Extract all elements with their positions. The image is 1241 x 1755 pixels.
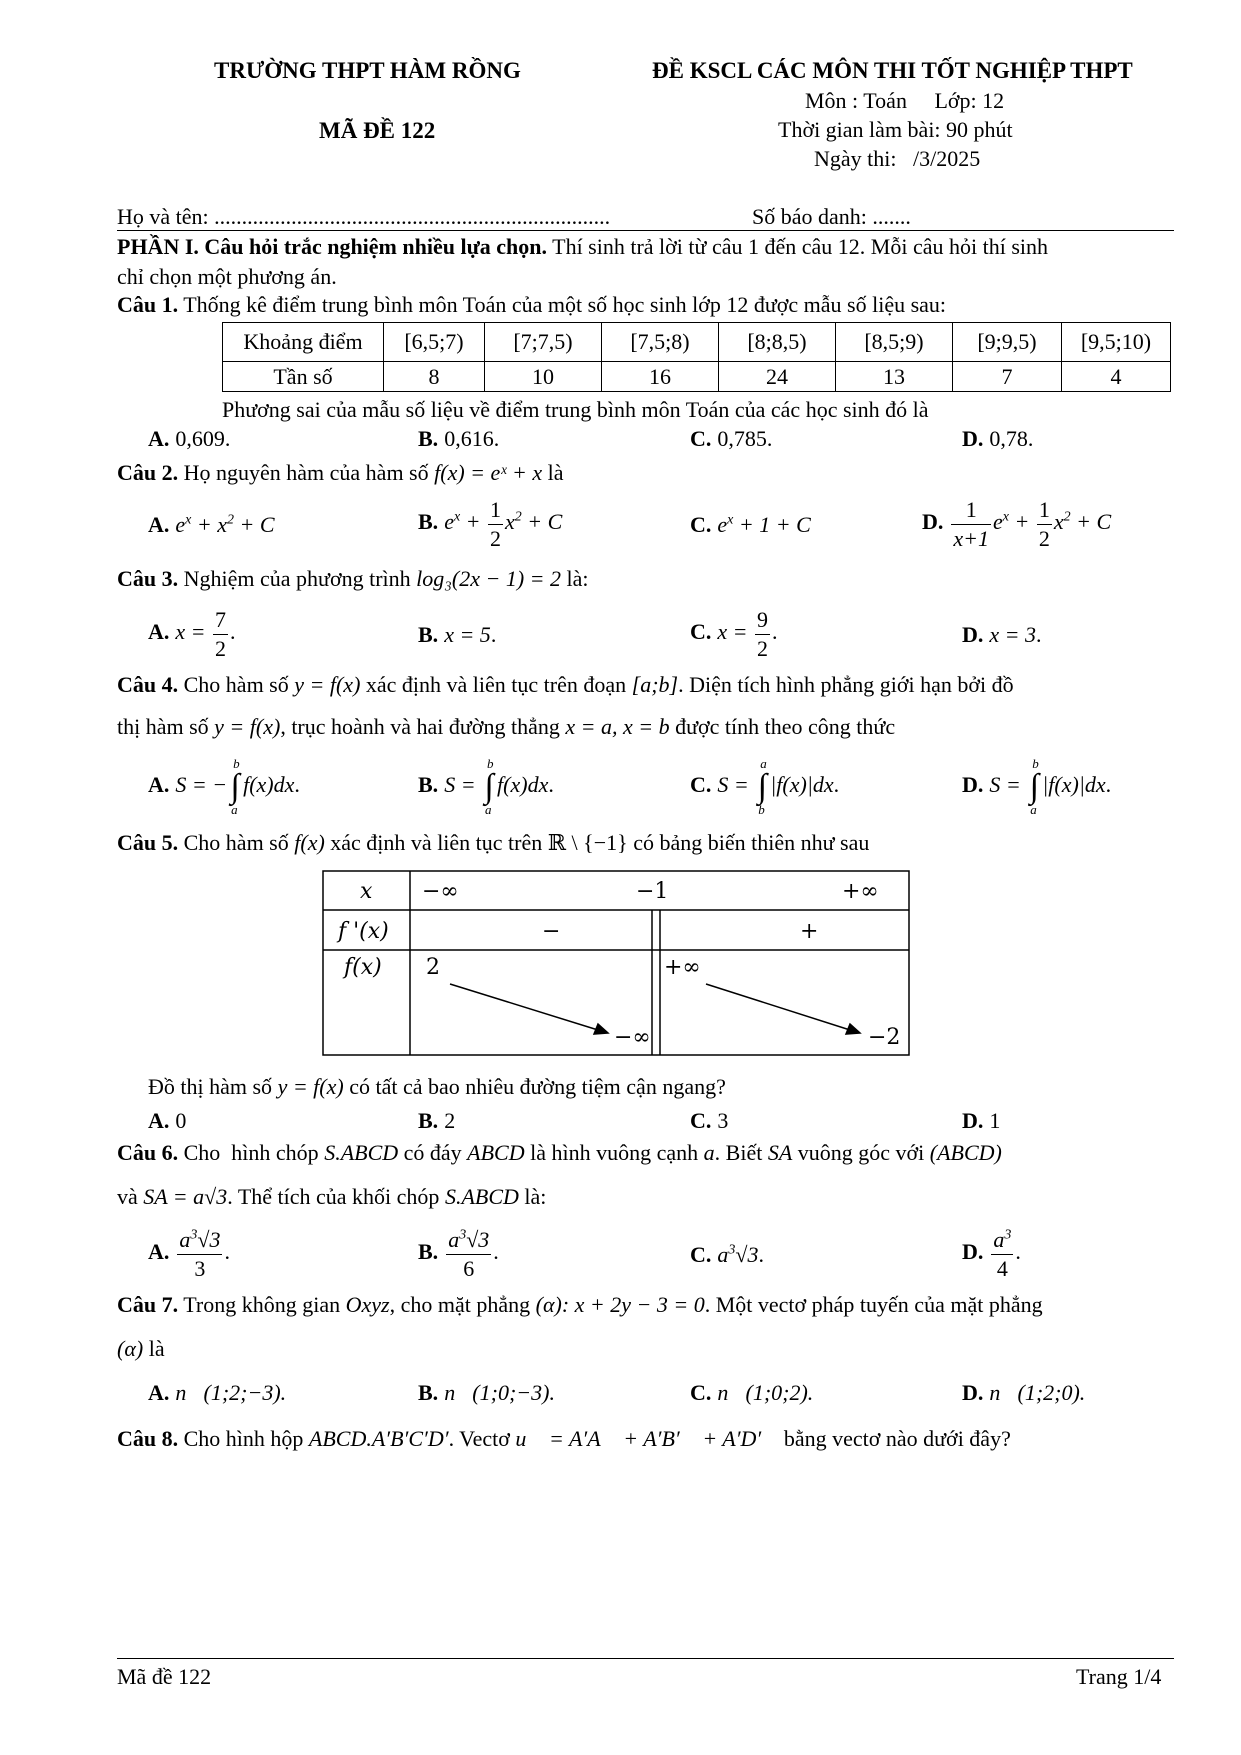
table-header: [6,5;7) [384,323,485,362]
q4-option-b: B. S = b ∫ a f(x)dx. [418,756,554,817]
question-6-line2: và SA = a√3. Thể tích của khối chóp S.ABCD là: [117,1184,547,1209]
q1-option-c: C. 0,785. [690,426,773,451]
footer-code: Mã đề 122 [117,1664,212,1689]
integral-icon: b ∫ a [230,756,240,817]
q6-option-c: C. $a^3√3$. [690,1242,764,1267]
table-cell: 13 [836,362,953,392]
table-header: [8,5;9) [836,323,953,362]
exam-date: Ngày thi: /3/2025 [814,146,981,171]
q2-option-d: D. $\frac{1}{x+1}$ $e^x$ + $\frac{1}{2}$ $x^2 + C$ [922,497,1112,551]
vt-x-value: −∞ [422,879,459,904]
table-header: [7;7,5) [485,323,602,362]
q2-option-a: A. $e^x + x^2 + C$ [148,512,275,537]
vt-x-label: x [360,879,373,904]
part1-desc: chỉ chọn một phương án. [117,264,337,289]
q4-option-c: C. S = a ∫ b |f(x)|dx. [690,756,840,817]
q3-option-d: D. x = 3. [962,622,1042,647]
exam-duration: Thời gian làm bài: 90 phút [778,117,1013,142]
q1-option-a: A. 0,609. [148,426,231,451]
exam-code: MÃ ĐỀ 122 [319,118,436,143]
vt-f-value: 2 [426,955,440,980]
q5-option-a: A. 0 [148,1108,187,1133]
q4-option-a: A. S = − b ∫ a f(x)dx. [148,756,300,817]
q1-option-d: D. 0,78. [962,426,1034,451]
table-header: Khoảng điểm [223,323,384,362]
table-header: [9;9,5) [953,323,1062,362]
vt-fprime-label: f '(x) [338,919,389,944]
footer-divider [117,1658,1174,1659]
question-8: Câu 8. Cho hình hộp ABCD.A′B′C′D′. Vectơ u⃗ = A′A⃗ + A′B′⃗ + A′D′⃗ bằng vectơ nào dưới đây? [117,1426,1011,1451]
q3-option-a: A. x = $\frac{7}{2}$ . [148,607,236,661]
table-cell: 4 [1062,362,1171,392]
integral-icon: b ∫ a [484,756,494,817]
q3-option-b: B. x = 5. [418,622,497,647]
vt-sign: + [800,919,819,944]
table-cell: 10 [485,362,602,392]
integral-icon: a ∫ b [757,756,767,817]
table-cell: Tần số [223,362,384,392]
table-cell: 24 [719,362,836,392]
question-1: Câu 1. Thống kê điểm trung bình môn Toán của một số học sinh lớp 12 được mẫu số liệu sau: [117,292,947,317]
table-cell: 8 [384,362,485,392]
student-id-field: Số báo danh: ....... [752,204,911,229]
question-4-line2: thị hàm số y = f(x), trục hoành và hai đường thẳng x = a, x = b được tính theo công thức [117,714,896,739]
variation-table [322,870,910,1056]
table-cell: 7 [953,362,1062,392]
q5-option-b: B. 2 [418,1108,456,1133]
q7-option-a: A. n⃗(1;2;−3). [148,1380,287,1405]
q2-option-b: B. $e^x$ + $\frac{1}{2}$ $x^2 + C$ [418,497,563,551]
question-6: Câu 6. Cho hình chóp S.ABCD có đáy ABCD là hình vuông cạnh a. Biết SA vuông góc với (ABCD) [117,1140,1002,1165]
question-7-line2: (α) là [117,1336,165,1361]
vt-f-label: f(x) [344,955,382,980]
table-header: [8;8,5) [719,323,836,362]
vt-f-value: −2 [868,1025,901,1050]
vt-f-value: +∞ [664,955,701,980]
question-5: Câu 5. Cho hàm số f(x) xác định và liên tục trên ℝ \ {−1} có bảng biến thiên như sau [117,830,870,855]
question-4: Câu 4. Cho hàm số y = f(x) xác định và liên tục trên đoạn [a;b]. Diện tích hình phẳng giới hạn bởi đồ [117,672,1014,697]
part1-heading: PHẦN I. Câu hỏi trắc nghiệm nhiều lựa chọn. Thí sinh trả lời từ câu 1 đến câu 12. Mỗi câu hỏi thí sinh [117,234,1048,259]
name-field: Họ và tên: ........................................................................ [117,204,611,229]
question-7: Câu 7. Trong không gian Oxyz, cho mặt phẳng (α): x + 2y − 3 = 0. Một vectơ pháp tuyến của mặt phẳng [117,1292,1043,1317]
arrow-head-icon [846,1024,860,1034]
table-header: [9,5;10) [1062,323,1171,362]
decreasing-arrow-icon [450,984,598,1030]
vt-f-value: −∞ [614,1025,651,1050]
q7-option-b: B. n⃗(1;0;−3). [418,1380,555,1405]
table-cell: 16 [602,362,719,392]
q2-option-c: C. $e^x + 1 + C$ [690,512,811,537]
question-1-prompt: Phương sai của mẫu số liệu về điểm trung bình môn Toán của các học sinh đó là [222,397,929,422]
q6-option-b: B. $\frac{a^3√3}{6}$ . [418,1227,499,1281]
q7-option-d: D. n⃗(1;2;0). [962,1380,1086,1405]
q5-option-d: D. 1 [962,1108,1001,1133]
q6-option-d: D. $\frac{a^3}{4}$ . [962,1227,1021,1281]
q1-option-b: B. 0,616. [418,426,500,451]
header-divider [117,230,1174,231]
q3-option-c: C. x = $\frac{9}{2}$ . [690,607,778,661]
school-name: TRƯỜNG THPT HÀM RỒNG [214,58,521,83]
question-3: Câu 3. Nghiệm của phương trình log₃(2x − 1) = 2 là: [117,566,589,591]
exam-title: ĐỀ KSCL CÁC MÔN THI TỐT NGHIỆP THPT [652,58,1133,83]
decreasing-arrow-icon [706,984,850,1030]
footer-page-number: Trang 1/4 [1076,1664,1162,1689]
question-5-prompt: Đồ thị hàm số y = f(x) có tất cả bao nhiêu đường tiệm cận ngang? [148,1074,726,1099]
q6-option-a: A. $\frac{a^3√3}{3}$ . [148,1227,230,1281]
integral-icon: b ∫ a [1029,756,1039,817]
q7-option-c: C. n⃗(1;0;2). [690,1380,814,1405]
frequency-table [222,322,1171,392]
question-2: Câu 2. Họ nguyên hàm của hàm số f(x) = eˣ + x là [117,460,564,485]
q4-option-d: D. S = b ∫ a |f(x)|dx. [962,756,1112,817]
vt-x-value: +∞ [842,879,879,904]
table-header: [7,5;8) [602,323,719,362]
arrow-head-icon [594,1024,608,1034]
subject-grade: Môn : Toán Lớp: 12 [805,88,1005,113]
q5-option-c: C. 3 [690,1108,729,1133]
vt-sign: − [542,919,561,944]
vt-x-value: −1 [636,879,669,904]
